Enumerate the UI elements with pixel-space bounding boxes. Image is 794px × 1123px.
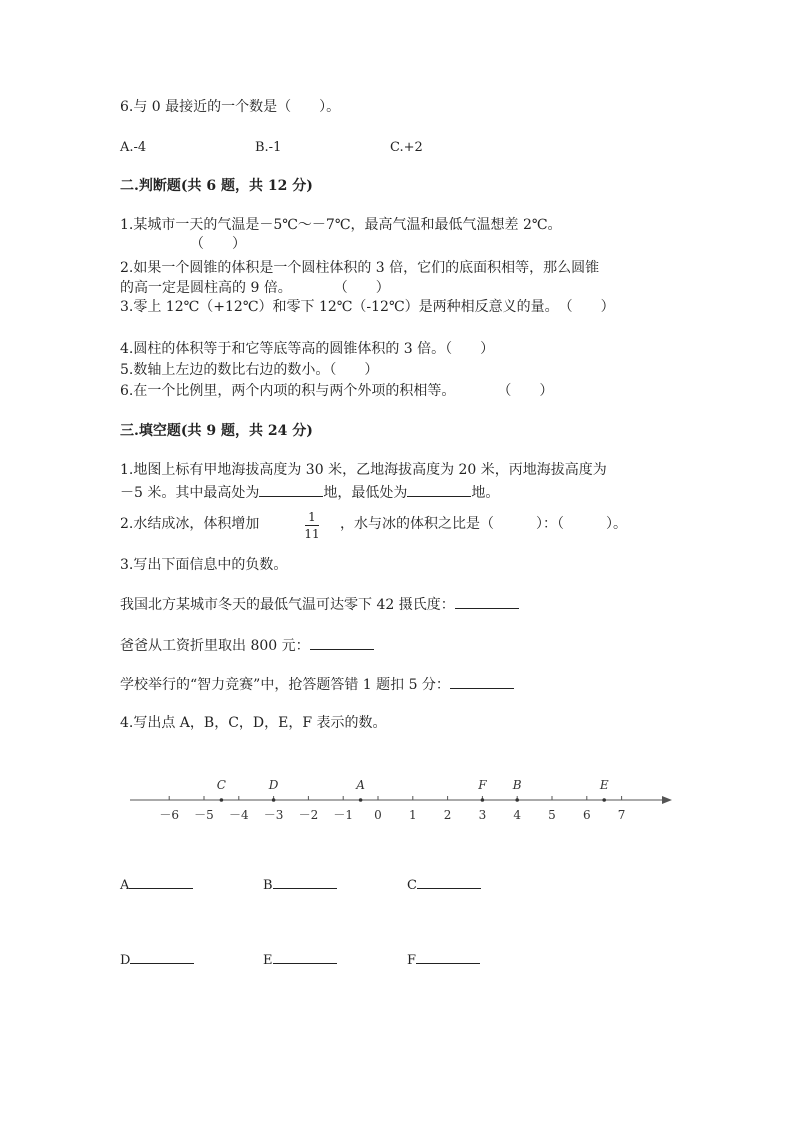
point-label-f: F [478, 778, 487, 792]
judge-item-2-cont: 的高一定是圆柱高的 9 倍。 （ ） [120, 280, 390, 296]
fill-q3-line1: 我国北方某城市冬天的最低气温可达零下 42 摄氏度： [120, 594, 519, 614]
point-a [359, 798, 363, 802]
blank-e[interactable] [273, 949, 337, 964]
tick-label: －5 [194, 808, 214, 822]
option-b: B.-1 [255, 140, 282, 155]
point-label-b: B [512, 778, 522, 792]
point-label-a: A [356, 778, 365, 792]
point-c [220, 798, 224, 802]
answer-f: F [407, 949, 480, 970]
judge-item-1: 1.某城市一天的气温是－5℃～－7℃，最高气温和最低气温想差 2℃。 [120, 217, 562, 233]
blank-b[interactable] [273, 874, 337, 889]
point-e [602, 798, 606, 802]
blank-a[interactable] [129, 874, 193, 889]
point-f [481, 798, 485, 802]
fill-q3-line2: 爸爸从工资折里取出 800 元： [120, 635, 374, 655]
fill-q3: 3.写出下面信息中的负数。 [120, 557, 288, 573]
tick-label: －1 [333, 808, 354, 822]
option-a: A.-4 [120, 140, 147, 155]
blank-c[interactable] [417, 874, 481, 889]
fill-q3-line3: 学校举行的“智力竞赛”中，抢答题答错 1 题扣 5 分： [120, 674, 514, 694]
tick-label: 5 [548, 808, 556, 822]
tick-label: －2 [298, 808, 319, 822]
tick-label: 4 [513, 808, 522, 822]
fill-q1-line2: －5 米。其中最高处为 地，最低处为 地。 [120, 482, 499, 502]
answer-d: D [120, 949, 194, 970]
point-label-e: E [599, 778, 609, 792]
tick-label: －6 [159, 808, 180, 822]
judge-item-3: 3.零上 12℃（+12℃）和零下 12℃（-12℃）是两种相反意义的量。 （ ） [120, 299, 615, 315]
tick-label: 2 [443, 808, 452, 822]
answer-a: A [120, 874, 193, 895]
blank-f[interactable] [416, 949, 480, 964]
option-c: C.+2 [390, 140, 423, 155]
tick-label: 3 [478, 808, 487, 822]
answer-c: C [407, 874, 481, 895]
section-3-title: 三.填空题(共 9 题，共 24 分) [120, 423, 313, 439]
point-label-d: D [268, 778, 279, 792]
blank-q3-1[interactable] [455, 594, 519, 609]
judge-item-6: 6.在一个比例里，两个内项的积与两个外项的积相等。 （ ） [120, 383, 554, 399]
fill-q4: 4.写出点 A，B，C，D，E，F 表示的数。 [120, 715, 387, 731]
tick-label: 7 [617, 808, 626, 822]
judge-item-4: 4.圆柱的体积等于和它等底等高的圆锥体积的 3 倍。（ ） [120, 341, 495, 357]
section-2-title: 二.判断题(共 6 题，共 12 分) [120, 178, 313, 194]
tick-label: 0 [374, 808, 382, 822]
judge-item-2: 2.如果一个圆锥的体积是一个圆柱体积的 3 倍，它们的底面积相等，那么圆锥 [120, 260, 600, 276]
blank-q3-2[interactable] [310, 635, 374, 650]
number-line-arrow [662, 796, 672, 804]
blank-lowest[interactable] [407, 482, 471, 497]
point-d [272, 798, 276, 802]
judge-item-5: 5.数轴上左边的数比右边的数小。（ ） [120, 362, 379, 378]
tick-label: 1 [408, 808, 417, 822]
point-label-c: C [216, 778, 226, 792]
fill-q2-a: 2.水结成冰，体积增加 [120, 516, 260, 532]
answer-e: E [263, 949, 337, 970]
tick-label: 6 [582, 808, 591, 822]
answer-b: B [263, 874, 337, 895]
fill-q2-b: ，水与冰的体积之比是（ ）：（ ）。 [340, 516, 627, 532]
point-b [515, 798, 519, 802]
blank-q3-3[interactable] [450, 674, 514, 689]
blank-d[interactable] [130, 949, 194, 964]
judge-item-1-paren: （ ） [190, 236, 246, 252]
blank-highest[interactable] [259, 482, 323, 497]
question-6: 6.与 0 最接近的一个数是（ ）。 [120, 99, 341, 115]
fraction-1-11: 1 11 [304, 510, 320, 541]
tick-label: －4 [228, 808, 249, 822]
fill-q1-line1: 1.地图上标有甲地海拔高度为 30 米，乙地海拔高度为 20 米，丙地海拔高度为 [120, 462, 607, 478]
tick-label: －3 [263, 808, 284, 822]
number-line [0, 770, 794, 830]
